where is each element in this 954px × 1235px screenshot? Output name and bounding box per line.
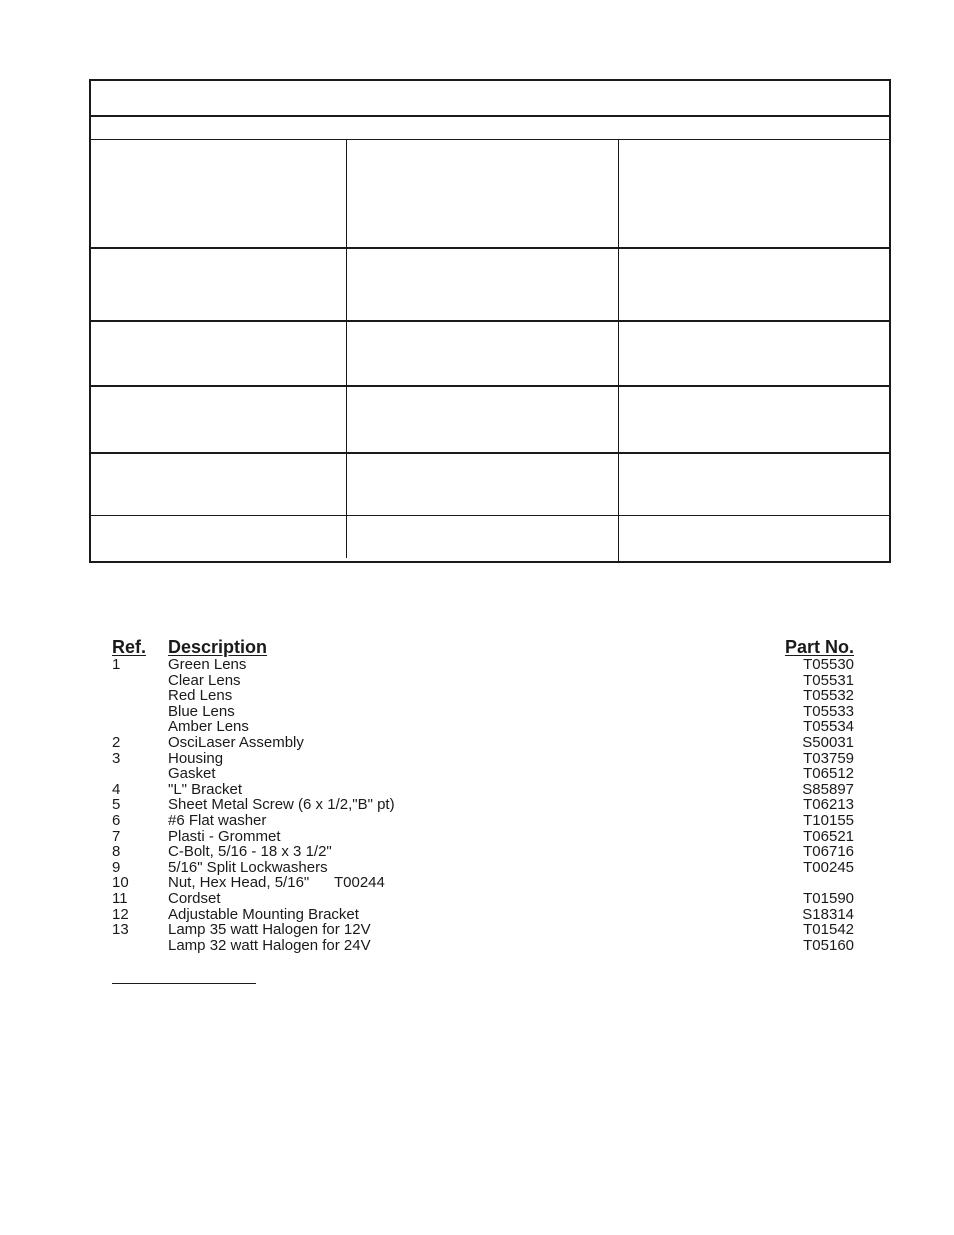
part-no-cell: T05533 bbox=[803, 702, 854, 720]
part-no-column-header: Part No. bbox=[784, 637, 854, 657]
part-no-cell: T05531 bbox=[803, 671, 854, 689]
parts-list-row bbox=[112, 657, 854, 673]
description-cell: C-Bolt, 5/16 - 18 x 3 1/2" bbox=[168, 843, 332, 861]
description-cell: 5/16" Split Lockwashers bbox=[168, 858, 328, 876]
description-cell: Adjustable Mounting Bracket bbox=[168, 905, 359, 923]
table-column-divider bbox=[618, 139, 619, 563]
description-cell: OsciLaser Assembly bbox=[168, 733, 304, 751]
ref-cell: 8 bbox=[112, 843, 121, 861]
description-cell: Lamp 35 watt Halogen for 12V bbox=[168, 921, 371, 939]
parts-list-row bbox=[112, 938, 854, 954]
description-cell: Green Lens bbox=[168, 656, 247, 673]
description-cell: Housing bbox=[168, 749, 224, 767]
parts-list-header bbox=[112, 637, 854, 657]
parts-list-row bbox=[112, 860, 854, 876]
part-no-cell: T06716 bbox=[803, 843, 854, 861]
part-no-cell: S18314 bbox=[802, 905, 854, 923]
description-cell: #6 Flat washer bbox=[168, 811, 267, 829]
parts-list-row bbox=[112, 719, 854, 735]
ref-cell: 1 bbox=[112, 656, 121, 673]
description-cell: Nut, Hex Head, 5/16" T00244 bbox=[168, 874, 385, 892]
part-no-cell: T01542 bbox=[803, 921, 854, 939]
parts-list-row bbox=[112, 875, 854, 891]
part-no-cell bbox=[734, 875, 854, 891]
ref-column-header: Ref. bbox=[112, 637, 147, 657]
ref-cell bbox=[112, 704, 168, 720]
table-rule bbox=[89, 320, 891, 322]
ref-cell: 7 bbox=[112, 827, 121, 845]
ref-cell bbox=[112, 673, 168, 689]
table-rule bbox=[89, 452, 891, 454]
part-no-cell: S85897 bbox=[802, 780, 854, 798]
part-no-cell: T05530 bbox=[803, 656, 854, 673]
description-cell: Plasti - Grommet bbox=[168, 827, 281, 845]
parts-list-row bbox=[112, 907, 854, 923]
parts-list-row bbox=[112, 673, 854, 689]
parts-list-row bbox=[112, 813, 854, 829]
parts-list-row bbox=[112, 891, 854, 907]
ref-cell: 12 bbox=[112, 905, 129, 923]
parts-list-row bbox=[112, 688, 854, 704]
part-no-cell: T00245 bbox=[803, 858, 854, 876]
table-border-bottom bbox=[89, 561, 891, 563]
description-cell: Cordset bbox=[168, 889, 221, 907]
description-cell: Clear Lens bbox=[168, 671, 241, 689]
ref-cell bbox=[112, 766, 168, 782]
description-cell: Sheet Metal Screw (6 x 1/2,"B" pt) bbox=[168, 796, 395, 814]
parts-list-row bbox=[112, 844, 854, 860]
parts-list-rows bbox=[112, 657, 854, 953]
ref-cell bbox=[112, 938, 168, 954]
ref-cell: 10 bbox=[112, 874, 129, 892]
part-no-cell: T05534 bbox=[803, 718, 854, 736]
description-column-header: Description bbox=[168, 637, 268, 657]
part-no-cell: T06512 bbox=[803, 765, 854, 783]
ref-cell bbox=[112, 688, 168, 704]
description-cell: Gasket bbox=[168, 765, 216, 783]
description-cell: "L" Bracket bbox=[168, 780, 243, 798]
ref-cell: 5 bbox=[112, 796, 121, 814]
part-no-cell: S50031 bbox=[802, 733, 854, 751]
ref-cell: 4 bbox=[112, 780, 121, 798]
parts-list bbox=[112, 637, 854, 953]
parts-list-row bbox=[112, 922, 854, 938]
ref-cell: 2 bbox=[112, 733, 121, 751]
ref-cell: 9 bbox=[112, 858, 121, 876]
part-no-cell: T01590 bbox=[803, 889, 854, 907]
ref-cell: 3 bbox=[112, 749, 121, 767]
part-no-cell: T05532 bbox=[803, 687, 854, 705]
table-rule bbox=[89, 515, 891, 516]
ref-cell bbox=[112, 719, 168, 735]
parts-list-row bbox=[112, 704, 854, 720]
description-cell: Lamp 32 watt Halogen for 24V bbox=[168, 936, 371, 954]
part-no-cell: T06213 bbox=[803, 796, 854, 814]
description-cell: Amber Lens bbox=[168, 718, 249, 736]
ref-cell: 13 bbox=[112, 921, 129, 939]
part-no-cell: T03759 bbox=[803, 749, 854, 767]
parts-list-row bbox=[112, 766, 854, 782]
parts-list-row bbox=[112, 735, 854, 751]
table-border-top bbox=[89, 79, 891, 81]
parts-list-row bbox=[112, 829, 854, 845]
parts-list-row bbox=[112, 751, 854, 767]
table-column-divider bbox=[346, 139, 347, 558]
part-no-cell: T05160 bbox=[803, 936, 854, 954]
table-rule bbox=[89, 115, 891, 117]
table-rule bbox=[89, 385, 891, 387]
parts-list-row bbox=[112, 797, 854, 813]
description-cell: Blue Lens bbox=[168, 702, 235, 720]
table-rule bbox=[89, 247, 889, 249]
footnote-rule bbox=[112, 983, 256, 984]
description-cell: Red Lens bbox=[168, 687, 233, 705]
part-no-cell: T06521 bbox=[803, 827, 854, 845]
part-no-cell: T10155 bbox=[803, 811, 854, 829]
table-rule bbox=[89, 139, 891, 140]
parts-list-row bbox=[112, 782, 854, 798]
ref-cell: 11 bbox=[112, 889, 128, 907]
ref-cell: 6 bbox=[112, 811, 121, 829]
